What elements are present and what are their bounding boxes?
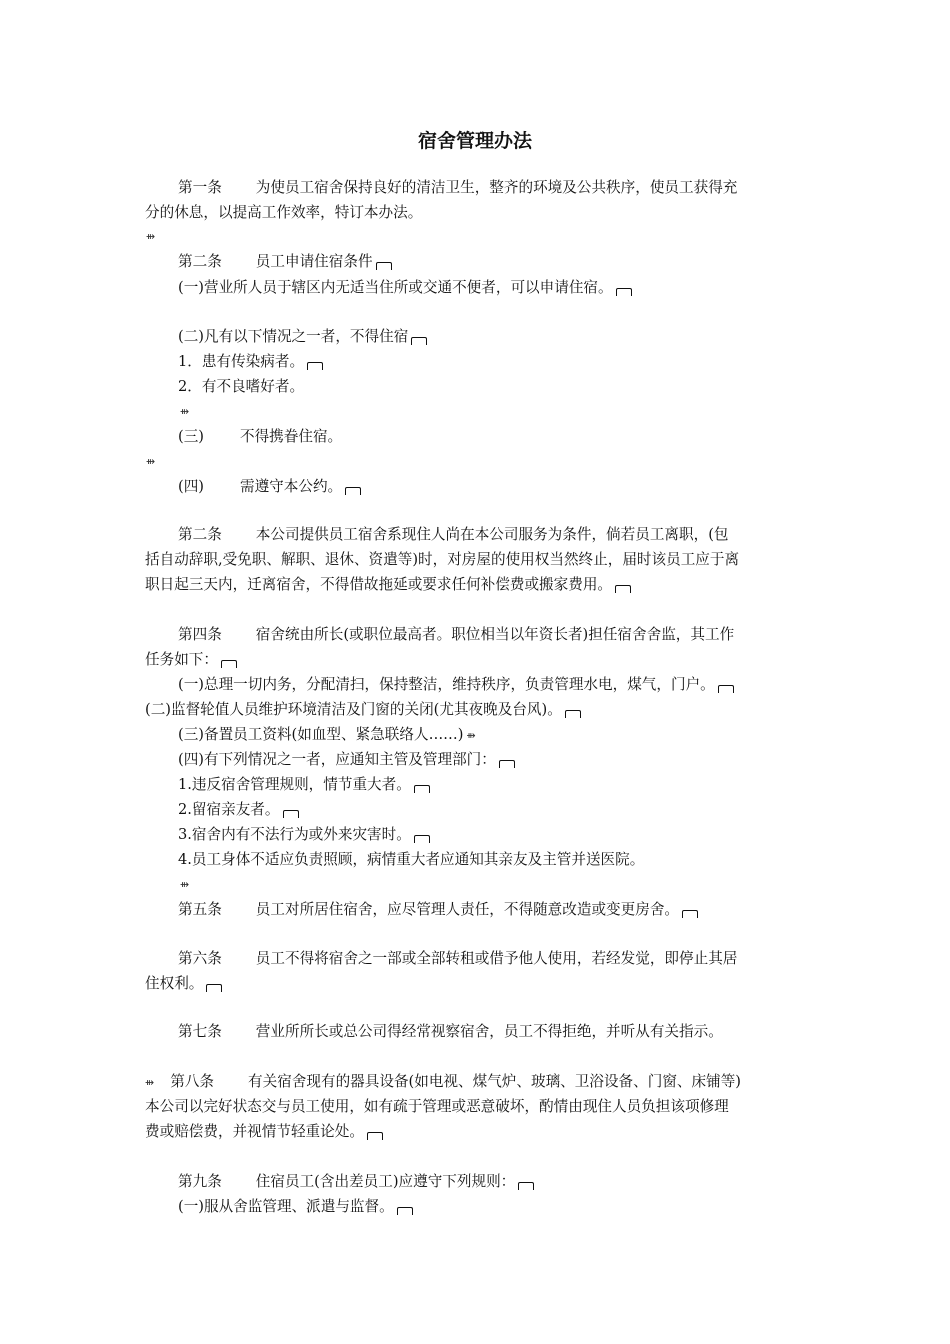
art1-line1: 第一条 为使员工宿舍保持良好的清洁卫生，整齐的环境及公共秩序，使员工获得充 [178, 179, 738, 196]
art5-line: 第五条 员工对所居住宿舍，应尽管理人责任，不得随意改造或变更房舍。 [178, 898, 698, 922]
art4-sub3: 3.宿舍内有不法行为或外来灾害时。 [178, 823, 430, 847]
paragraph-end-icon [283, 810, 299, 818]
art6-line1: 第六条 员工不得将宿舍之一部或全部转租或借予他人使用，若经发觉，即停止其居 [178, 950, 738, 967]
paragraph-end-icon [307, 362, 323, 370]
paragraph-end-icon [499, 760, 515, 768]
art4-item4: (四)有下列情况之一者，应通知主管及管理部门： [178, 748, 515, 772]
paragraph-end-icon [414, 835, 430, 843]
paragraph-end-icon [565, 710, 581, 718]
art2a-item2: (二)凡有以下情况之一者，不得住宿 [178, 325, 427, 349]
paragraph-end-icon [518, 1182, 534, 1190]
art2a-item4: (四) 需遵守本公约。 [178, 475, 361, 499]
paragraph-end-icon [615, 585, 631, 593]
art2a-item1: (一)营业所人员于辖区内无适当住所或交通不便者，可以申请住宿。 [178, 276, 632, 300]
paragraph-end-icon [206, 984, 222, 992]
art9-item1: (一)服从舍监管理、派遣与监督。 [178, 1195, 413, 1219]
art4-sub1: 1.违反宿舍管理规则，情节重大者。 [178, 773, 430, 797]
document-title: 宿舍管理办法 [417, 130, 532, 152]
art4-item3: (三)备置员工资料(如血型、紧急联络人……) ⇻ [178, 726, 476, 743]
art2b-line3: 职日起三天内，迁离宿舍，不得借故拖延或要求任何补偿费或搬家费用。 [145, 573, 631, 597]
art8-line3: 费或赔偿费，并视情节轻重论处。 [145, 1120, 383, 1144]
art1-number: 第一条 [178, 179, 222, 196]
art1-line2: 分的休息，以提高工作效率，特订本办法。 [145, 204, 423, 221]
paragraph-mark-icon: ⇻ [180, 878, 190, 891]
art2b-line1: 第二条 本公司提供员工宿舍系现住人尚在本公司服务为条件，倘若员工离职，(包 [178, 526, 729, 543]
art2b-line2: 括自动辞职,受免职、解职、退休、资遣等)时，对房屋的使用权当然终止，届时该员工应于离 [145, 551, 740, 568]
paragraph-mark-icon: ⇻ [466, 729, 476, 742]
paragraph-end-icon [718, 685, 734, 693]
art2a-sub2: 2．有不良嗜好者。 [178, 378, 305, 395]
art6-line2: 住权利。 [145, 972, 222, 996]
paragraph-end-icon [221, 660, 237, 668]
paragraph-mark-icon: ⇻ [180, 405, 190, 418]
paragraph-mark-icon: ⇻ [146, 230, 156, 243]
paragraph-end-icon [414, 785, 430, 793]
art4-line1: 第四条 宿舍统由所长(或职位最高者。职位相当以年资长者)担任宿舍舍监，其工作 [178, 626, 735, 643]
paragraph-end-icon [682, 910, 698, 918]
art2a-sub1: 1．患有传染病者。 [178, 350, 323, 374]
paragraph-end-icon [345, 487, 361, 495]
art4-item2: (二)监督轮值人员维护环境清洁及门窗的关闭(尤其夜晚及台风)。 [145, 698, 581, 722]
art8-line1: ⇻ 第八条 有关宿舍现有的器具设备(如电视、煤气炉、玻璃、卫浴设备、门窗、床铺等) [145, 1073, 741, 1090]
paragraph-end-icon [397, 1207, 413, 1215]
art8-line2: 本公司以完好状态交与员工使用，如有疏于管理或恶意破坏，酌情由现住人员负担该项修理 [145, 1098, 729, 1115]
paragraph-mark-icon: ⇻ [146, 455, 156, 468]
art4-sub2: 2.留宿亲友者。 [178, 798, 299, 822]
art4-item1: (一)总理一切内务，分配清扫，保持整洁，维持秩序，负责管理水电，煤气，门户。 [178, 673, 734, 697]
art2a-line: 第二条 员工申请住宿条件 [178, 250, 392, 274]
art2a-item3: (三) 不得携眷住宿。 [178, 428, 343, 445]
art9-line: 第九条 住宿员工(含出差员工)应遵守下列规则： [178, 1170, 534, 1194]
art7-line: 第七条 营业所所长或总公司得经常视察宿舍，员工不得拒绝，并听从有关指示。 [178, 1023, 723, 1040]
paragraph-end-icon [367, 1132, 383, 1140]
paragraph-end-icon [616, 288, 632, 296]
paragraph-end-icon [411, 337, 427, 345]
art4-sub4: 4.员工身体不适应负责照顾，病情重大者应通知其亲友及主管并送医院。 [178, 851, 645, 868]
art4-line2: 任务如下： [145, 648, 237, 672]
paragraph-mark-icon: ⇻ [145, 1076, 155, 1089]
paragraph-end-icon [376, 262, 392, 270]
